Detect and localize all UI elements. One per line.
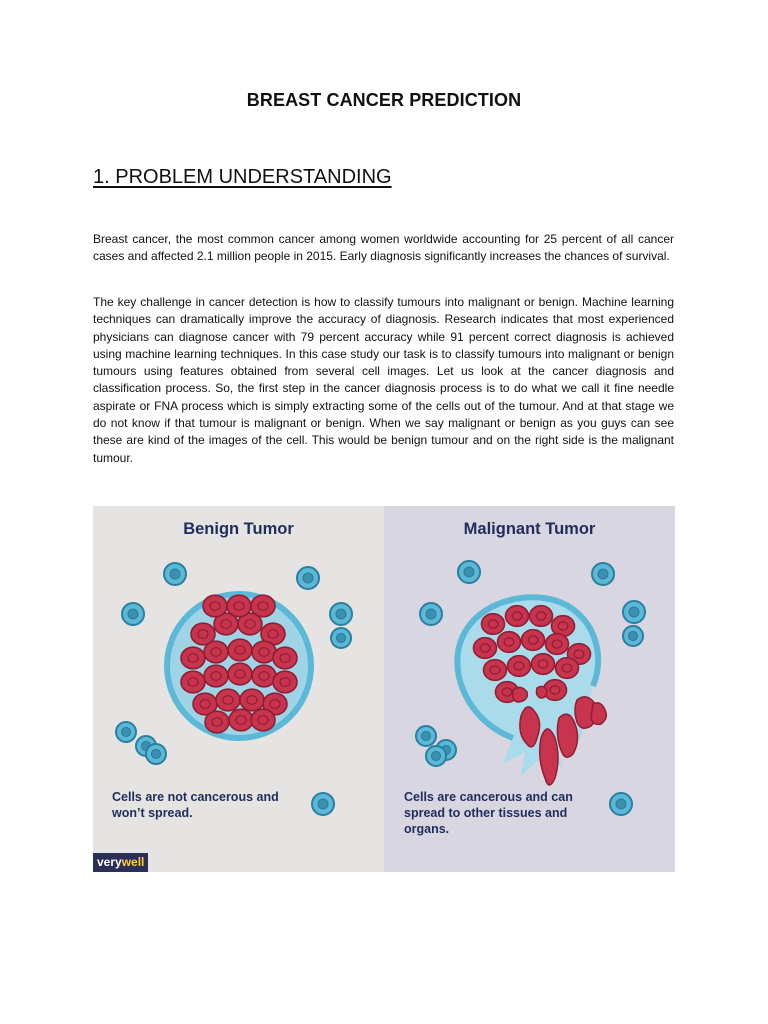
document-title: BREAST CANCER PREDICTION <box>246 90 522 110</box>
normal-cell <box>592 563 614 585</box>
tumor-cell <box>228 663 252 685</box>
tumor-cell <box>484 660 507 681</box>
logo-text-very: very <box>97 855 122 869</box>
tumor-cell <box>251 709 275 731</box>
tumor-cell <box>556 658 579 679</box>
normal-cell <box>458 561 480 583</box>
tumor-cell <box>251 595 275 617</box>
benign-tumor-graphic <box>167 594 311 738</box>
tumor-cell <box>273 671 297 693</box>
tumor-cell <box>181 647 205 669</box>
benign-tumor-heading: Benign Tumor <box>183 520 294 538</box>
malignant-caption: Cells are cancerous and can spread to other tissues and organs. <box>404 790 573 836</box>
tumor-cell <box>204 665 228 687</box>
logo-text-well: well <box>121 855 145 869</box>
normal-cell <box>297 567 319 589</box>
tumor-cell <box>216 689 240 711</box>
normal-cell <box>623 601 645 623</box>
normal-cell <box>116 722 136 742</box>
tumor-cell <box>181 671 205 693</box>
tumor-cell <box>530 606 553 627</box>
section-heading: 1. PROBLEM UNDERSTANDING <box>93 166 392 188</box>
tumor-cell <box>203 595 227 617</box>
normal-cell <box>331 628 351 648</box>
normal-cell <box>426 746 446 766</box>
tumor-cell <box>474 638 497 659</box>
verywell-logo <box>93 853 148 872</box>
tumor-comparison-figure <box>93 506 675 872</box>
tumor-cell <box>482 614 505 635</box>
tumor-cell <box>522 630 545 651</box>
normal-cell <box>312 793 334 815</box>
tumor-cell <box>273 647 297 669</box>
tumor-cell <box>227 595 251 617</box>
normal-cell <box>623 626 643 646</box>
tumor-cell <box>240 689 264 711</box>
normal-cell <box>146 744 166 764</box>
normal-cell <box>122 603 144 625</box>
tumor-cell <box>205 711 229 733</box>
normal-cell <box>420 603 442 625</box>
tumor-cell <box>498 632 521 653</box>
normal-cell <box>610 793 632 815</box>
malignant-tumor-heading: Malignant Tumor <box>463 520 596 538</box>
tumor-cell <box>546 634 569 655</box>
tumor-cell <box>508 656 531 677</box>
normal-cell <box>164 563 186 585</box>
normal-cell <box>416 726 436 746</box>
paragraph-intro: Breast cancer, the most common cancer among women worldwide accounting for 25 percent of all cancer cases and affected 2.1 million people in 2015. Early diagnosis significantly increases the chances of survival. <box>93 232 674 264</box>
tumor-cell <box>506 606 529 627</box>
normal-cell <box>330 603 352 625</box>
tumor-cell <box>532 654 555 675</box>
tumor-cell <box>204 641 228 663</box>
paragraph-challenge: The key challenge in cancer detection is how to classify tumours into malignant or benign. Machine learning techniques can dramatically improve the accuracy of diagnosis. Research indicates that most experienced physicians can diagnose cancer with 79 percent accuracy while 91 percent correct diagnosis is achieved using machine learning techniques. In this case study our task is to classify tumours into malignant or benign tumours using features obtained from several cell images. Let us look at the cancer diagnosis and classification process. So, the first step in the cancer diagnosis process is to do what we call it fine needle aspirate or FNA process which is simply extracting some of the cells out of the tumour. And at that stage we do not know if that tumour is malignant or benign. When we say malignant or benign as you guys can see these are kind of the images of the cell. This would be benign tumour and on the right side is the malignant tumour. <box>93 295 674 465</box>
tumor-cell <box>229 709 253 731</box>
tumor-cell <box>228 639 252 661</box>
benign-caption: Cells are not cancerous and won’t spread. <box>112 790 279 820</box>
